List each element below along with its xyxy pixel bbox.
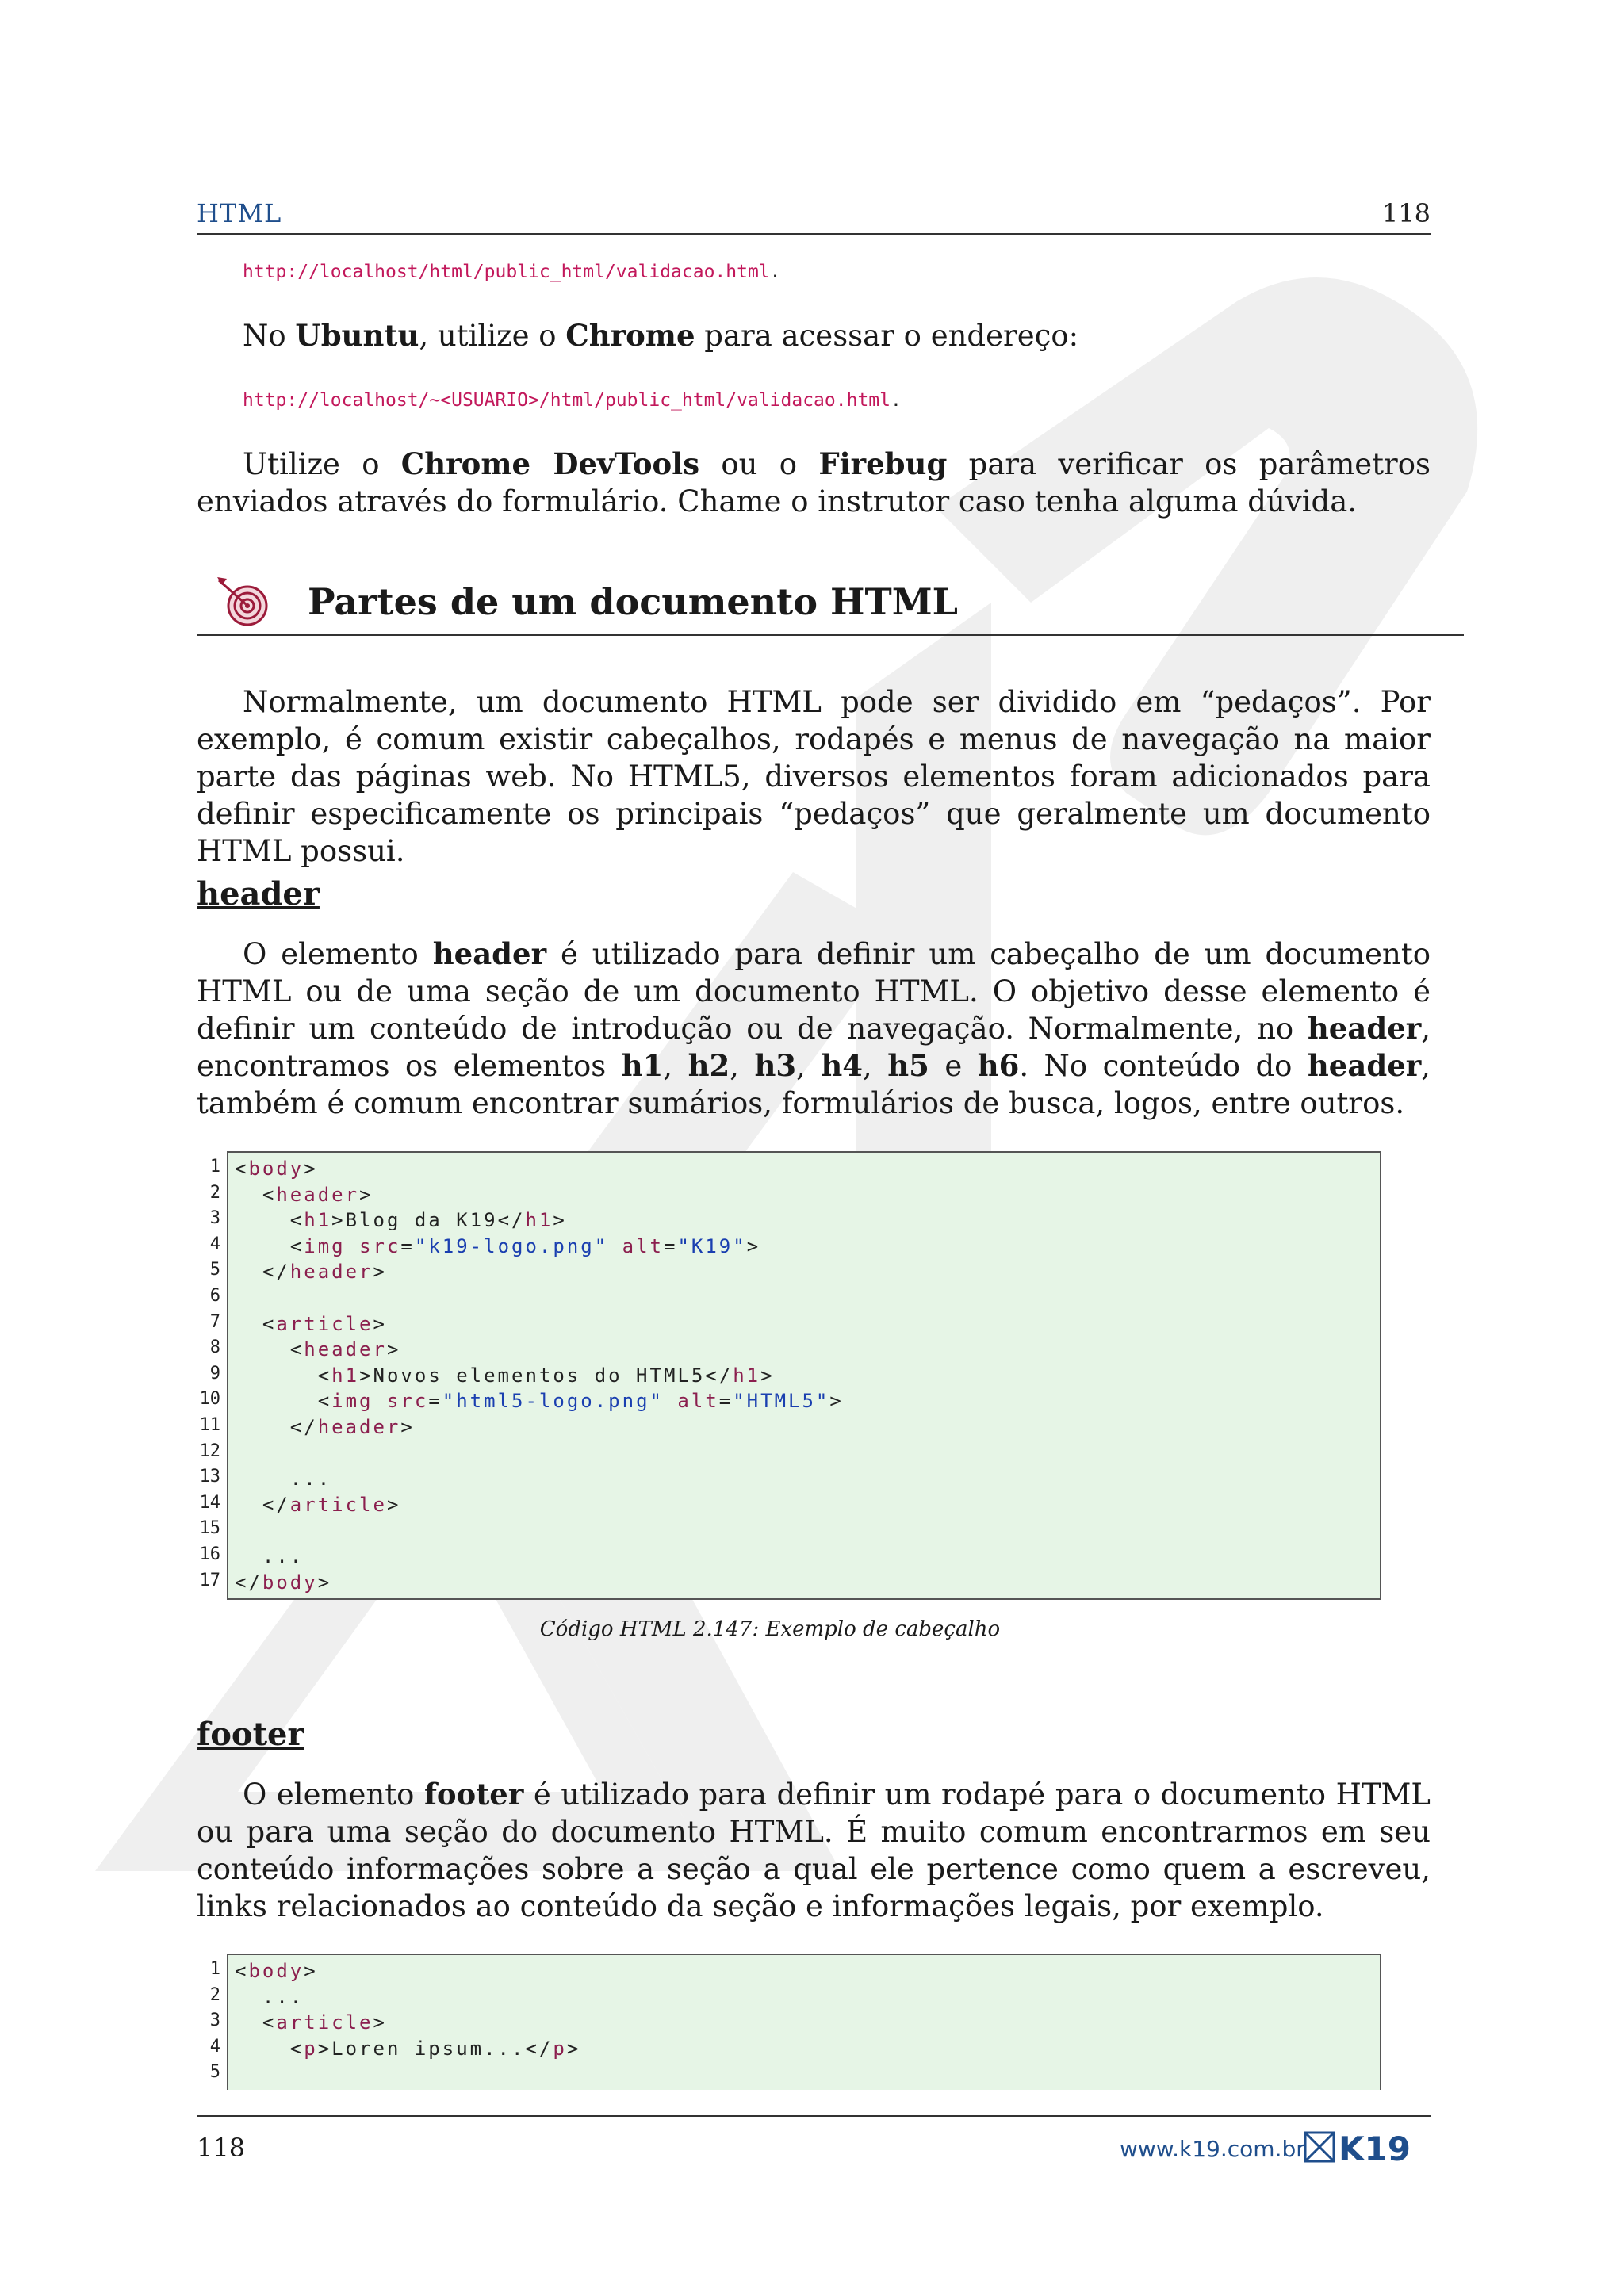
target-icon xyxy=(216,576,271,631)
devtools-paragraph: Utilize o Chrome DevTools ou o Firebug para verificar os parâmetros enviados através do formulário. Chame o instrutor caso tenha alguma dúvida. xyxy=(197,446,1431,519)
footer-rule xyxy=(197,2115,1431,2117)
header-subheading: header xyxy=(197,875,320,913)
section-title: Partes de um documento HTML xyxy=(308,580,958,623)
code1-line-numbers: 1 2 3 4 5 6 7 8 9 10 11 12 13 14 15 16 17 xyxy=(199,1157,220,1590)
section-heading xyxy=(197,571,1464,636)
ubuntu-instruction: No Ubuntu, utilize o Chrome para acessar o endereço: xyxy=(243,318,1079,353)
footer-subheading: footer xyxy=(197,1716,304,1753)
page-number-bottom: 118 xyxy=(197,2133,246,2163)
header-paragraph: O elemento header é utilizado para definir um cabeçalho de um documento HTML ou de uma seção de um documento HTML. O objetivo desse elemento é definir um conteúdo de introdução ou de navegação. Normalmente, no header, encontramos os elementos h1, h2, h3, h4, h5 e h6. No conteúdo do header, também é comum encontrar sumários, formulários de busca, logos, entre outros. xyxy=(197,936,1431,1120)
intro-paragraph: Normalmente, um documento HTML pode ser dividido em “pedaços”. Por exemplo, é comum existir cabeçalhos, rodapés e menus de navegação na maior parte das páginas web. No HTML5, diversos elementos foram adicionados para definir especificamente os principais “pedaços” que geralmente um documento HTML possui. xyxy=(197,685,1431,868)
site-link[interactable]: www.k19.com.br xyxy=(1120,2136,1305,2162)
page-number-top: 118 xyxy=(1381,198,1431,228)
code2-line-numbers: 1 2 3 4 5 xyxy=(209,1959,220,2083)
url-validacao[interactable]: http://localhost/html/public_html/validacao.html. xyxy=(243,262,781,282)
code-block-header: <body> <header> <h1>Blog da K19</h1> <img src="k19-logo.png" alt="K19"> </header> <article> <header> <h1>Novos elementos do HTML5</h1> <img src="html5-logo.png" alt="HTML5"> </header> ... </article> ... </body> xyxy=(227,1151,1381,1600)
url-usuario[interactable]: http://localhost/~<USUARIO>/html/public_html/validacao.html. xyxy=(243,390,902,411)
k19-logo xyxy=(1304,2130,1431,2164)
svg-text:K19: K19 xyxy=(1339,2130,1411,2164)
code-block-footer: <body> ... <article> <p>Loren ipsum...</p> xyxy=(227,1954,1381,2090)
chapter-title: HTML xyxy=(197,198,282,228)
running-head xyxy=(197,197,1431,235)
code-caption: Código HTML 2.147: Exemplo de cabeçalho xyxy=(539,1617,1001,1641)
footer-paragraph: O elemento footer é utilizado para definir um rodapé para o documento HTML ou para uma seção do documento HTML. É muito comum encontrarmos em seu conteúdo informações sobre a seção a qual ele pertence como quem a escreveu, links relacionados ao conteúdo da seção e informações legais, por exemplo. xyxy=(197,1777,1431,1923)
